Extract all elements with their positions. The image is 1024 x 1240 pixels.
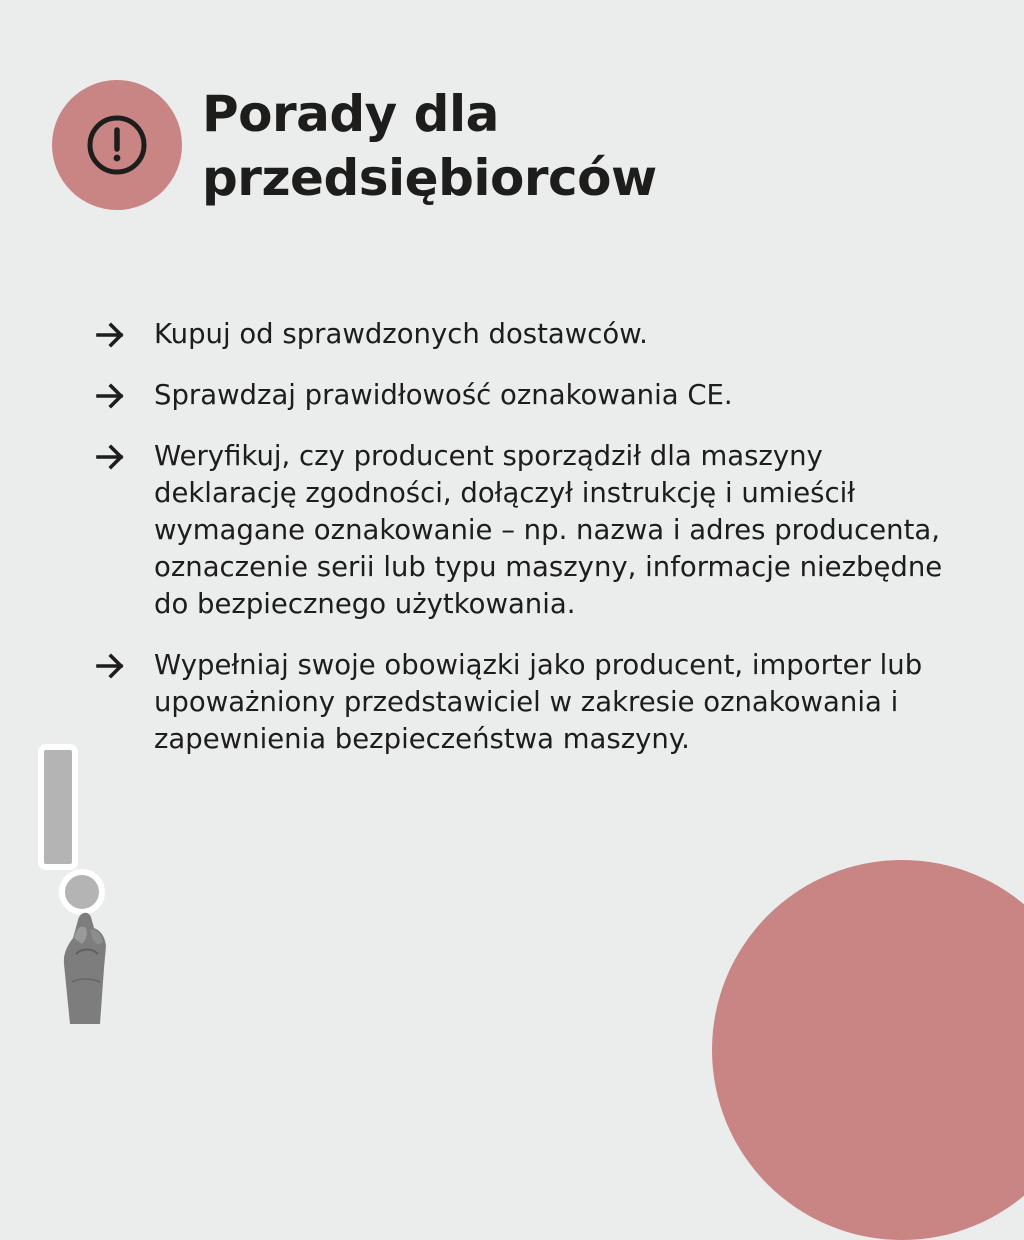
corner-decoration-circle xyxy=(712,860,1024,1240)
arrow-right-icon xyxy=(96,444,126,470)
hand-exclamation-illustration xyxy=(30,742,130,1024)
list-item xyxy=(92,438,972,623)
title-line-1: Porady dla xyxy=(202,85,499,143)
tip-text: Weryfikuj, czy producent sporządził dla maszyny deklarację zgodności, dołączył instrukcję i umieścił wymagane oznakowanie – np. nazwa i adres producenta, oznaczenie serii lub typu maszyny, informacje niezbędne do bezpiecznego użytkowania. xyxy=(154,440,943,620)
arrow-right-icon xyxy=(96,383,126,409)
arrow-right-icon xyxy=(96,322,126,348)
list-item xyxy=(92,377,972,414)
page-title xyxy=(202,82,802,210)
tips-list xyxy=(92,316,972,758)
list-item xyxy=(92,316,972,353)
list-item xyxy=(92,647,972,758)
exclamation-dot xyxy=(62,872,102,912)
arrow-right-icon xyxy=(96,653,126,679)
title-line-2: przedsiębiorców xyxy=(202,149,657,207)
header-badge xyxy=(52,80,182,210)
tip-text: Kupuj od sprawdzonych dostawców. xyxy=(154,318,648,350)
tip-text: Sprawdzaj prawidłowość oznakowania CE. xyxy=(154,379,733,411)
exclamation-circle-icon xyxy=(85,113,149,177)
exclamation-bar xyxy=(41,747,75,867)
tip-text: Wypełniaj swoje obowiązki jako producent, importer lub upoważniony przedstawiciel w zakresie oznakowania i zapewnienia bezpieczeństwa maszyny. xyxy=(154,649,923,755)
